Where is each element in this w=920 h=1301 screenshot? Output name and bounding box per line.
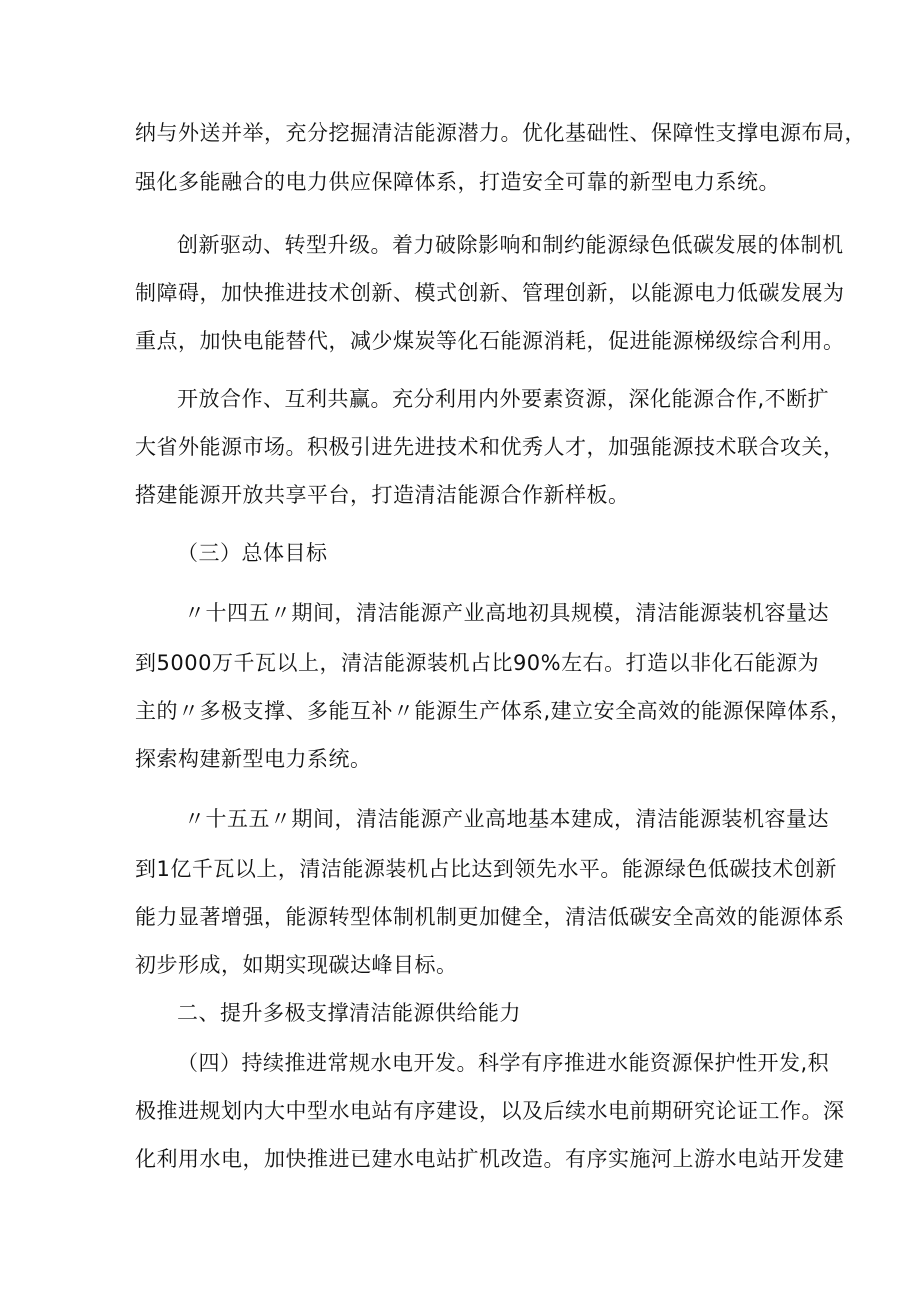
section-heading-supply-capacity: 二、提升多极支撑清洁能源供给能力	[177, 1001, 521, 1025]
paragraph-3-line-3: 搭建能源开放共享平台，打造清洁能源合作新样板。	[135, 483, 630, 507]
paragraph-5-line-2: 到5000万千瓦以上，清洁能源装机占比90%左右。打造以非化石能源为	[135, 651, 820, 675]
paragraph-6-line-3: 能力显著增强，能源转型体制机制更加健全，清洁低碳安全高效的能源体系	[135, 905, 845, 929]
paragraph-6-line-1: 〃十五五〃期间，清洁能源产业高地基本建成，清洁能源装机容量达	[184, 807, 829, 831]
paragraph-8-line-2: 极推进规划内大中型水电站有序建设，以及后续水电前期研究论证工作。深	[135, 1099, 845, 1123]
paragraph-2-line-3: 重点，加快电能替代，减少煤炭等化石能源消耗，促进能源梯级综合利用。	[135, 329, 845, 353]
paragraph-3-line-2: 大省外能源市场。积极引进先进技术和优秀人才，加强能源技术联合攻关，	[135, 435, 845, 459]
paragraph-8-line-1: （四）持续推进常规水电开发。科学有序推进水能资源保护性开发,积	[177, 1051, 830, 1075]
paragraph-2-line-2: 制障碍，加快推进技术创新、模式创新、管理创新，以能源电力低碳发展为	[135, 281, 845, 305]
paragraph-5-line-1: 〃十四五〃期间，清洁能源产业高地初具规模，清洁能源装机容量达	[184, 601, 829, 625]
paragraph-1-line-1: 纳与外送并举，充分挖掘清洁能源潜力。优化基础性、保障性支撑电源布局，	[135, 121, 866, 145]
paragraph-5-line-4: 探索构建新型电力系统。	[135, 747, 372, 771]
paragraph-1-line-2: 强化多能融合的电力供应保障体系，打造安全可靠的新型电力系统。	[135, 170, 780, 194]
paragraph-6-line-2: 到1亿千瓦以上，清洁能源装机占比达到领先水平。能源绿色低碳技术创新	[135, 857, 837, 881]
paragraph-2-line-1: 创新驱动、转型升级。着力破除影响和制约能源绿色低碳发展的体制机	[177, 233, 844, 257]
section-heading-overall-goal: （三）总体目标	[177, 541, 328, 565]
paragraph-6-line-4: 初步形成，如期实现碳达峰目标。	[135, 953, 458, 977]
paragraph-8-line-3: 化利用水电，加快推进已建水电站扩机改造。有序实施河上游水电站开发建	[135, 1147, 845, 1171]
paragraph-5-line-3: 主的〃多极支撑、多能互补〃能源生产体系,建立安全高效的能源保障体系，	[135, 699, 852, 723]
paragraph-3-line-1: 开放合作、互利共赢。充分利用内外要素资源，深化能源合作,不断扩	[177, 387, 830, 411]
